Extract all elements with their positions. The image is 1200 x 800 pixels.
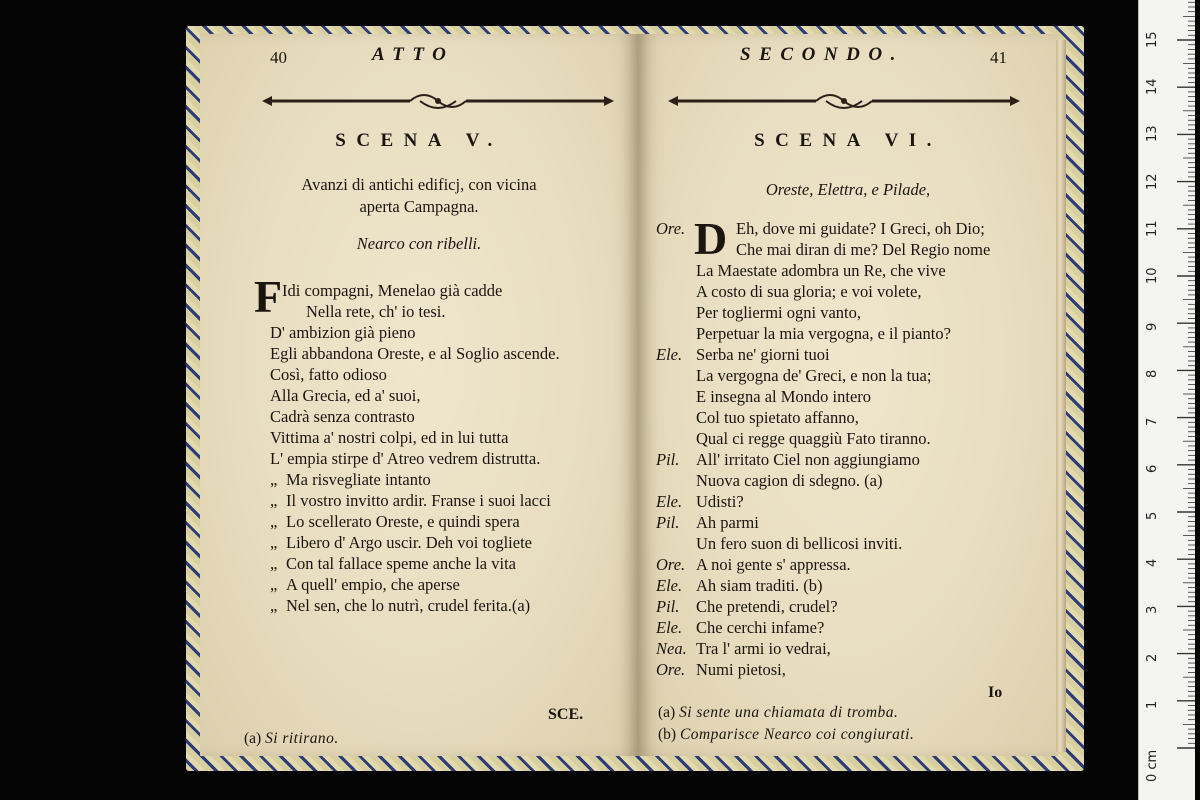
- verse-text: D' ambizion già pieno: [270, 323, 416, 342]
- footnote-text: Comparisce Nearco coi congiurati.: [679, 726, 915, 743]
- ruler-number: 1: [1145, 700, 1160, 709]
- quote-mark: „: [270, 554, 278, 573]
- dialogue-line: [656, 323, 990, 344]
- verse-line: [270, 385, 560, 406]
- quote-mark: „: [270, 512, 278, 531]
- verse-text: Vittima a' nostri colpi, ed in lui tutta: [270, 428, 509, 447]
- verse-line: [270, 343, 560, 364]
- dialogue-line: [656, 638, 990, 659]
- dialogue-line: [656, 386, 990, 407]
- ruler-number: 4: [1145, 558, 1160, 568]
- page-number: 40: [270, 48, 287, 67]
- speaker-label: Pil.: [656, 450, 680, 469]
- dialogue-text: E insegna al Mondo intero: [696, 387, 872, 406]
- verse-line: [270, 322, 560, 343]
- setting-line: Avanzi di antichi edificj, con vicina: [301, 175, 537, 194]
- scene-title: SCENA VI.: [754, 130, 942, 151]
- ruler-number: 3: [1145, 606, 1160, 615]
- dialogue-text: Che cerchi infame?: [696, 618, 825, 637]
- footnote: [658, 704, 898, 722]
- dialogue-text: Ah siam traditi. (b): [696, 576, 823, 595]
- dialogue-line: [656, 260, 990, 281]
- dialogue-text: Serba ne' giorni tuoi: [696, 345, 830, 364]
- page-number: 41: [990, 48, 1007, 67]
- verse-text: Nella rete, ch' io tesi.: [306, 302, 446, 321]
- running-head: ATTO: [372, 44, 455, 65]
- dialogue-line: [656, 512, 990, 533]
- ruler-unit-label: 0 cm: [1145, 749, 1160, 782]
- verse-text: Alla Grecia, ed a' suoi,: [270, 386, 421, 405]
- dialogue-line: [656, 470, 990, 491]
- verse-line: [270, 532, 560, 553]
- dialogue-text: Numi pietosi,: [696, 660, 786, 679]
- dialogue-line: [656, 575, 990, 596]
- verse-line: [270, 469, 560, 490]
- drop-cap: D: [694, 213, 728, 264]
- dialogue-text: A noi gente s' appressa.: [696, 555, 851, 574]
- speaker-label: Ele.: [656, 618, 683, 637]
- footnote: [658, 726, 914, 744]
- speaker-label: Ore.: [656, 555, 686, 574]
- dialogue-text: Qual ci regge quaggiù Fato tiranno.: [696, 429, 931, 448]
- dialogue-line: [656, 533, 990, 554]
- ruler-number: 5: [1145, 511, 1160, 520]
- dialogue-text: Nuova cagion di sdegno. (a): [696, 471, 883, 490]
- verse-line: [282, 280, 560, 301]
- scene-characters: Oreste, Elettra, e Pilade,: [765, 180, 931, 199]
- verse-text: Egli abbandona Oreste, e al Soglio ascende.: [270, 344, 560, 363]
- verse-text: Libero d' Argo uscir. Deh voi togliete: [286, 533, 533, 552]
- dialogue-text: Udisti?: [696, 492, 744, 511]
- dialogue-line: [656, 428, 990, 449]
- verse-text: Lo scellerato Oreste, e quindi spera: [286, 512, 520, 531]
- verse-line: [270, 427, 560, 448]
- verse-block: [270, 280, 560, 616]
- footnote-mark: (a): [658, 704, 676, 721]
- speaker-label: Ele.: [656, 345, 683, 364]
- dialogue-text: Eh, dove mi guidate? I Greci, oh Dio;: [736, 219, 985, 238]
- dialogue-line: [656, 302, 990, 323]
- dialogue-line: [656, 344, 990, 365]
- speaker-label: Ore.: [656, 660, 686, 679]
- dialogue-text: All' irritato Ciel non aggiungiamo: [696, 450, 920, 469]
- ruler-number: 14: [1145, 78, 1160, 96]
- verse-line: [270, 448, 560, 469]
- verse-text: L' empia stirpe d' Atreo vedrem distrutta.: [270, 449, 541, 468]
- footnote-mark: (a): [244, 730, 262, 747]
- dialogue-line: [656, 449, 990, 470]
- verse-text: Così, fatto odioso: [270, 365, 387, 384]
- verse-text: Nel sen, che lo nutrì, crudel ferita.(a): [286, 596, 531, 615]
- verse-line: [270, 553, 560, 574]
- ornament-rule: [666, 90, 1022, 112]
- verse-block: [656, 213, 991, 680]
- dialogue-line: [656, 554, 990, 575]
- scene-title: SCENA V.: [335, 130, 503, 151]
- dialogue-text: La Maestate adombra un Re, che vive: [696, 261, 946, 280]
- speaker-label: Nea.: [656, 639, 687, 658]
- right-page: [638, 34, 1058, 756]
- ruler-number: 10: [1145, 267, 1160, 284]
- ruler-number: 6: [1145, 464, 1160, 473]
- footnote: [244, 730, 339, 748]
- dialogue-text: Che mai diran di me? Del Regio nome: [736, 240, 991, 259]
- verse-line: [270, 511, 560, 532]
- dialogue-text: A costo di sua gloria; e voi volete,: [696, 282, 922, 301]
- verse-text: Il vostro invitto ardir. Franse i suoi lacci: [286, 491, 551, 510]
- speaker-label: Pil.: [656, 597, 680, 616]
- catchword: Io: [988, 684, 1003, 701]
- dialogue-line: [656, 281, 990, 302]
- ruler-ticks: [1139, 0, 1195, 800]
- speaker-label: Ele.: [656, 576, 683, 595]
- dialogue-text: La vergogna de' Greci, e non la tua;: [696, 366, 932, 385]
- ruler-number: 13: [1145, 125, 1160, 143]
- verse-line: [270, 364, 560, 385]
- dialogue-line: [656, 407, 990, 428]
- quote-mark: „: [270, 491, 278, 510]
- verse-text: Ma risvegliate intanto: [286, 470, 431, 489]
- speaker-label: Ore.: [656, 219, 686, 238]
- verse-text: Con tal fallace speme anche la vita: [286, 554, 516, 573]
- ruler-number: 2: [1145, 653, 1160, 662]
- setting-line: aperta Campagna.: [359, 197, 479, 216]
- ruler-number: 12: [1145, 173, 1160, 190]
- quote-mark: „: [270, 596, 278, 615]
- ruler-number: 11: [1145, 220, 1160, 237]
- quote-mark: „: [270, 533, 278, 552]
- scene-setting: [200, 174, 638, 218]
- verse-text: A quell' empio, che aperse: [286, 575, 460, 594]
- dialogue-text: Che pretendi, crudel?: [696, 597, 838, 616]
- speaker-label: Ele.: [656, 492, 683, 511]
- verse-line: [270, 595, 560, 616]
- footnote-text: Si sente una chiamata di tromba.: [679, 704, 899, 721]
- verse-line: [270, 490, 560, 511]
- verse-line: [270, 574, 560, 595]
- dialogue-text: Tra l' armi io vedrai,: [696, 639, 831, 658]
- verse-text: Idi compagni, Menelao già cadde: [282, 281, 503, 300]
- dialogue-text: Perpetuar la mia vergogna, e il pianto?: [696, 324, 951, 343]
- dialogue-line: [656, 659, 990, 680]
- ruler-number: 8: [1145, 370, 1160, 379]
- dialogue-line: [656, 365, 990, 386]
- drop-cap: F: [254, 271, 283, 322]
- footnote-mark: (b): [658, 726, 677, 743]
- verse-text: Cadrà senza contrasto: [270, 407, 415, 426]
- scene-characters: Nearco con ribelli.: [356, 234, 482, 253]
- dialogue-line: [656, 596, 990, 617]
- quote-mark: „: [270, 575, 278, 594]
- dialogue-text: Un fero suon di bellicosi inviti.: [696, 534, 903, 553]
- dialogue-text: Per togliermi ogni vanto,: [696, 303, 861, 322]
- page-edge: [1056, 40, 1066, 752]
- dialogue-text: Col tuo spietato affanno,: [696, 408, 859, 427]
- ruler-number: 15: [1145, 31, 1160, 48]
- catchword: SCE.: [548, 706, 584, 723]
- quote-mark: „: [270, 470, 278, 489]
- dialogue-line: [656, 239, 990, 260]
- speaker-label: Pil.: [656, 513, 680, 532]
- dialogue-line: [656, 617, 990, 638]
- verse-line: [270, 406, 560, 427]
- dialogue-line: [656, 491, 990, 512]
- left-page: [200, 34, 638, 756]
- ruler-number: 7: [1145, 417, 1160, 426]
- dialogue-text: Ah parmi: [696, 513, 759, 532]
- footnote-text: Si ritirano.: [265, 730, 339, 747]
- verse-line: [282, 301, 560, 322]
- measurement-ruler: [1138, 0, 1195, 800]
- ornament-rule: [260, 90, 616, 112]
- running-head: SECONDO.: [740, 44, 904, 65]
- ruler-number: 9: [1145, 322, 1160, 332]
- dialogue-line: [656, 218, 990, 239]
